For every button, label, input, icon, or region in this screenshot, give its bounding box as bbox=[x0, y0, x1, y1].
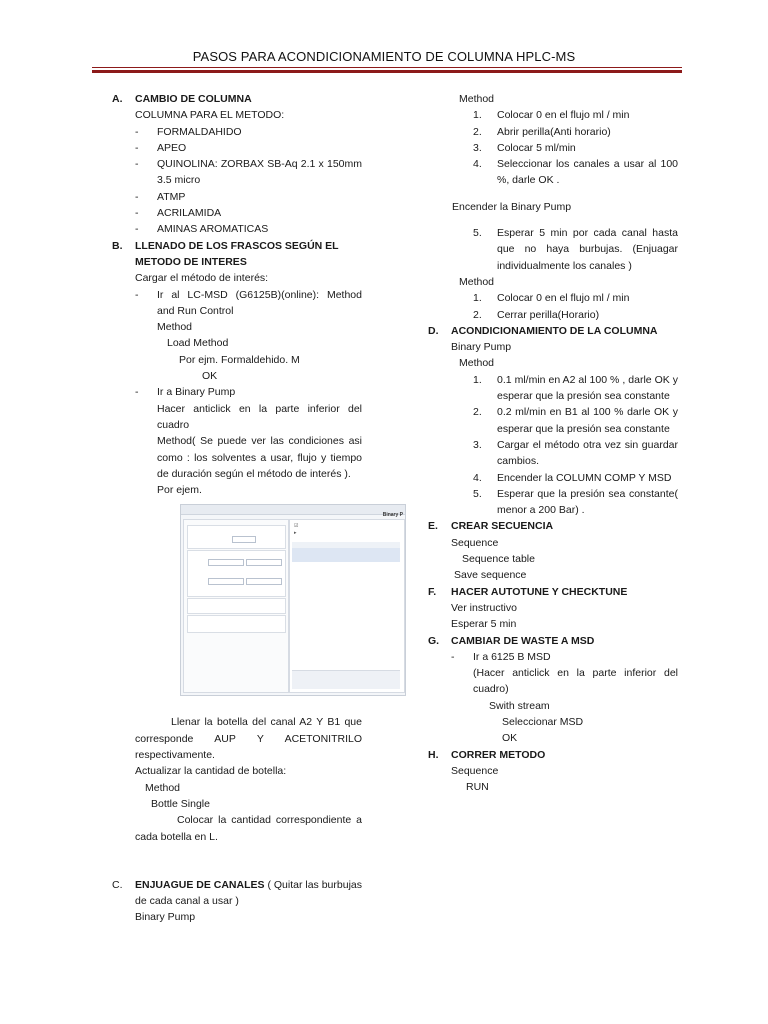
list-item: - AMINAS AROMATICAS bbox=[135, 221, 362, 237]
section-letter: D. bbox=[428, 324, 439, 337]
dash-marker: - bbox=[135, 158, 139, 171]
section-letter: E. bbox=[428, 520, 438, 533]
title-rule-thin bbox=[92, 67, 682, 68]
spacer bbox=[112, 845, 362, 877]
binary-pump-label: Binary Pump bbox=[135, 911, 196, 924]
list-item: 4. Encender la COLUMN COMP Y MSD bbox=[473, 471, 672, 484]
section-letter: F. bbox=[428, 585, 437, 598]
dash-marker: - bbox=[135, 223, 139, 236]
section-letter: A. bbox=[112, 93, 123, 105]
solvent-b1 bbox=[208, 578, 244, 585]
list-item: 4. Seleccionar los canales a usar al 100 %, darle OK . bbox=[473, 158, 678, 187]
section-g-body: - Ir a 6125 B MSD (Hacer anticlick en la parte inferior del cuadro) Swith stream Seleccionar MSD OK bbox=[451, 650, 678, 745]
section-letter: H. bbox=[428, 748, 439, 761]
method-menu-path: Method Load Method Por ejm. Formaldehido. M OK bbox=[157, 321, 300, 383]
list-item: - ATMP bbox=[135, 189, 362, 205]
timetable-row bbox=[292, 548, 400, 562]
screenshot-settings-pane bbox=[183, 519, 289, 693]
screenshot-title: Binary P bbox=[382, 512, 403, 519]
checkbox-icon: ☑ bbox=[294, 523, 299, 530]
solvent-a1-name bbox=[246, 559, 282, 566]
section-e-heading bbox=[428, 518, 678, 534]
list-item: 2. 0.2 ml/min en B1 al 100 % darle OK y esperar que la presión sea constante bbox=[473, 406, 678, 435]
dash-marker: - bbox=[135, 125, 139, 138]
place-quantity-text: Colocar la cantidad correspondiente a cada botella en L. bbox=[135, 814, 362, 843]
list-item: 1. Colocar 0 en el flujo ml / min bbox=[473, 292, 630, 305]
load-method-text: Cargar el método de interés: bbox=[135, 272, 269, 285]
dash-marker: - bbox=[135, 141, 139, 154]
solvent-b1-name bbox=[246, 578, 282, 585]
conditioning-steps bbox=[428, 372, 678, 519]
list-item: 2. Abrir perilla(Anti horario) bbox=[473, 125, 611, 138]
section-letter: G. bbox=[428, 634, 440, 647]
section-title: CAMBIAR DE WASTE A MSD bbox=[451, 634, 595, 647]
dash-marker: - bbox=[135, 386, 139, 399]
section-title: CAMBIO DE COLUMNA bbox=[135, 93, 252, 105]
solvents-box bbox=[187, 550, 286, 597]
list-item: 1. 0.1 ml/min en A2 al 100 % , darle OK y esperar que la presión sea constante bbox=[473, 373, 678, 403]
stoptime-box bbox=[187, 615, 286, 633]
section-c-heading bbox=[112, 877, 362, 910]
section-b-body: Cargar el método de interés: - Ir al LC-MSD (G6125B)(online): Method and Run Control Method Load Method Por ejm. Formaldehido. M OK - Ir a Binary Pump Hacer anticlick en la parte inferior del cuadro Method( Se puede ver las condiciones asi como : los solventes a usar, flujo y tiempo de duración según el método de interés ). Por ejem. Binary P ☑ ▸ Llenar la botella del canal A2 Y B1 que corresponde AUP Y ACETONITRILO respectivamente. Actualizar la cantidad de botella: Method Bottle Single Colocar la cantidad correspondiente a cada botella en L. bbox=[112, 270, 362, 845]
section-a-intro: COLUMNA PARA EL METODO: bbox=[135, 109, 285, 122]
list-item: 3. Colocar 5 ml/min bbox=[473, 141, 576, 154]
section-title: LLENADO DE LOS FRASCOS SEGÚN EL METODO DE INTERES bbox=[135, 239, 339, 268]
flow-box bbox=[187, 525, 286, 549]
section-d-heading bbox=[428, 323, 678, 339]
fill-bottles-text: Llenar la botella del canal A2 Y B1 que corresponde AUP Y ACETONITRILO respectivamente. bbox=[135, 716, 362, 762]
section-f-heading bbox=[428, 584, 678, 600]
update-bottle-text: Actualizar la cantidad de botella: bbox=[135, 765, 287, 778]
list-item: - ACRILAMIDA bbox=[135, 205, 362, 221]
dash-marker: - bbox=[451, 650, 455, 663]
list-item: - Ir a 6125 B MSD bbox=[451, 649, 678, 665]
binary-pump-instructions: Hacer anticlick en la parte inferior del cuadro Method( Se puede ver las condiciones asi como : los solventes a usar, flujo y tiempo de duración según el método de interés ). Por ejem. bbox=[157, 402, 362, 497]
list-item: 2. Cerrar perilla(Horario) bbox=[473, 308, 600, 321]
section-letter: C. bbox=[112, 878, 123, 891]
right-column: Method 1. Colocar 0 en el flujo ml / min 2. Abrir perilla(Anti horario) 3. Colocar 5 ml/min 4. Seleccionar los canales a usar al 100 %, darle OK . Encender la Binary Pump 5. Esperar 5 min por cada canal hasta que no haya burbujas. (Enjuagar individualmente los canales ) Method 1. Colocar 0 en el flujo ml / min 2. Cerrar perilla(Horario) D. ACONDICIONAMIENTO DE LA COLUMNA Binary Pump Method 1. 0.1 ml/min en A2 al 100 % , darle OK y esperar que la presión sea constante 2. 0.2 ml/min en B1 al 100 % darle OK y esperar que la presión sea constante 3. Cargar el método otra vez sin guardar cambios. 4. Encender la COLUMN COMP Y MSD 5. Esperar que la presión sea constante( menor a 200 Bar) . E. CREAR SECUENCIA Sequence Sequence table Save sequence F. HACER AUTOTUNE Y CHECKTUNE Ver instructivo Esperar 5 min G. CAMBIAR DE WASTE A MSD - Ir a 6125 B MSD (Hacer anticlick en la parte inferior del cuadro) Swith stream Seleccionar MSD OK H. CORRER METODO Sequence RUN bbox=[428, 93, 678, 794]
flow-field bbox=[232, 536, 256, 543]
pressure-limits-box bbox=[187, 598, 286, 614]
document-title: PASOS PARA ACONDICIONAMIENTO DE COLUMNA HPLC-MS bbox=[192, 49, 576, 64]
section-a-body bbox=[112, 107, 362, 237]
screenshot-timetable-pane bbox=[289, 519, 405, 693]
turn-on-pump-text: Encender la Binary Pump bbox=[452, 200, 572, 213]
section-title: ENJUAGUE DE CANALES bbox=[135, 878, 265, 891]
list-item: - Ir a Binary Pump bbox=[135, 384, 362, 400]
list-item: - Ir al LC-MSD (G6125B)(online): Method and Run Control bbox=[135, 287, 362, 320]
dash-marker: - bbox=[135, 288, 139, 301]
rinse-steps bbox=[428, 107, 678, 188]
binary-pump-screenshot bbox=[180, 504, 406, 696]
section-title: HACER AUTOTUNE Y CHECKTUNE bbox=[451, 585, 628, 598]
title-rule-thick bbox=[92, 70, 682, 73]
method-label: Method bbox=[459, 275, 495, 288]
section-note: ( Quitar las burbujas de cada canal a usar ) bbox=[135, 878, 362, 908]
method-label: Method bbox=[459, 93, 495, 105]
dash-marker: - bbox=[135, 207, 139, 220]
section-title: CORRER METODO bbox=[451, 748, 546, 761]
list-item: 5. Esperar 5 min por cada canal hasta que no haya burbujas. (Enjuagar individualmente los canales ) bbox=[473, 227, 678, 272]
section-g-heading bbox=[428, 633, 678, 649]
list-item: - FORMALDAHIDO bbox=[135, 124, 362, 140]
section-b-heading bbox=[112, 238, 362, 271]
list-item: 3. Cargar el método otra vez sin guardar cambios. bbox=[473, 438, 678, 468]
list-item: 1. Colocar 0 en el flujo ml / min bbox=[473, 109, 630, 122]
left-column bbox=[112, 91, 403, 926]
arrow-icon: ▸ bbox=[294, 530, 297, 537]
rinse-step-5 bbox=[428, 225, 678, 274]
list-item: 5. Esperar que la presión sea constante( menor a 200 Bar) . bbox=[473, 487, 678, 517]
list-item: - APEO bbox=[135, 140, 362, 156]
section-letter: B. bbox=[112, 239, 123, 252]
list-item: - QUINOLINA: ZORBAX SB-Aq 2.1 x 150mm 3.5 micro bbox=[135, 156, 362, 189]
section-h-heading bbox=[428, 747, 678, 763]
section-a-heading bbox=[112, 91, 362, 107]
dash-marker: - bbox=[135, 190, 139, 203]
solvent-a1 bbox=[208, 559, 244, 566]
timetable-buttons bbox=[292, 670, 400, 689]
screenshot-titlebar bbox=[181, 505, 405, 515]
close-steps bbox=[428, 290, 678, 323]
section-title: CREAR SECUENCIA bbox=[451, 520, 554, 533]
section-title: ACONDICIONAMIENTO DE LA COLUMNA bbox=[451, 324, 658, 337]
